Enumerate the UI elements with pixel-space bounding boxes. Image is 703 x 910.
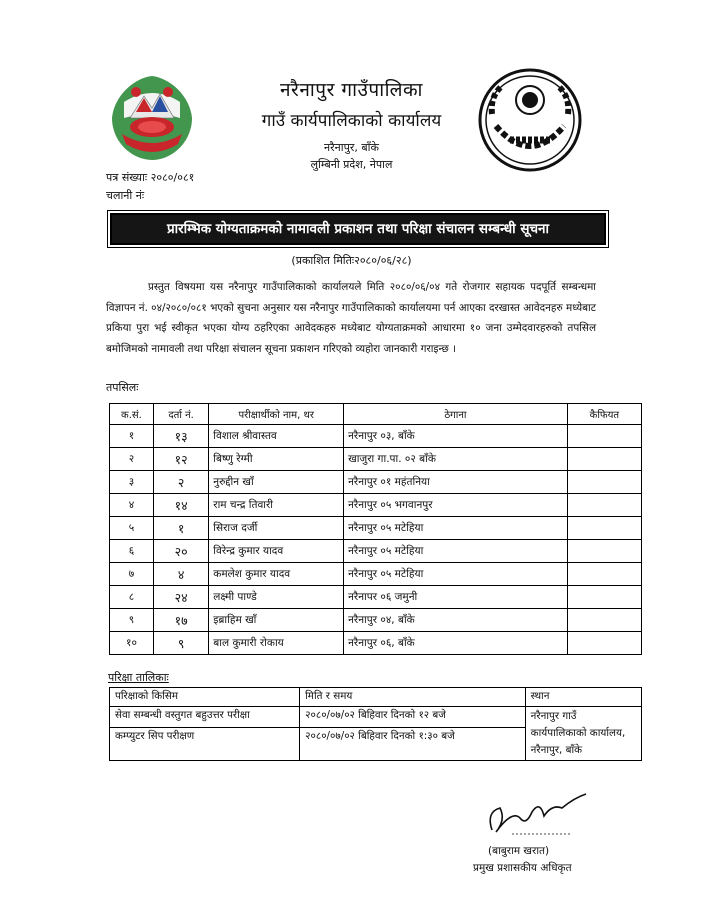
table-cell: २०८०/०७/०२ बिहिवार दिनको १२ बजे [300,707,526,728]
table-cell: नुरुद्दीन खाँ [209,471,344,494]
details-label: तपसिलः [106,381,139,394]
table-cell: ९ [153,632,208,655]
table-cell [567,632,641,655]
signature-scribble [482,790,592,842]
table-cell: १ [110,425,154,448]
table-cell: २ [153,471,208,494]
table-cell: नरैनापुर ०५ मटेहिया [344,563,568,586]
table-cell: नरैनापुर ०५ मटेहिया [344,517,568,540]
table-row [110,540,642,563]
table-row [110,494,642,517]
table-row [110,517,642,540]
table-cell: कम्प्युटर सिप परीक्षण [110,728,300,761]
table-cell: कार्यपालिकाको कार्यालय, नरैनापुर, बाँके [530,727,626,756]
column-header: क.सं. [110,404,154,425]
candidate-table [109,403,642,655]
table-cell [567,609,641,632]
table-row [110,563,642,586]
table-cell [567,471,641,494]
table-cell: १७ [153,609,208,632]
table-cell: १३ [153,425,208,448]
table-cell: ८ [110,586,154,609]
table-row [110,609,642,632]
table-cell: १ [153,517,208,540]
table-cell: १४ [153,494,208,517]
table-cell: विरेन्द्र कुमार यादव [209,540,344,563]
column-header: कैफियत [567,404,641,425]
signatory-designation: प्रमुख प्रशासकीय अधिकृत [473,862,572,874]
table-cell [567,517,641,540]
table-cell: ३ [110,471,154,494]
table-row [110,448,642,471]
table-row [110,471,642,494]
table-cell: बिष्णु रेग्मी [209,448,344,471]
table-cell [567,425,641,448]
column-header: स्थान [525,688,641,707]
table-cell: ९ [110,609,154,632]
column-header: ठेगाना [344,404,568,425]
office-subtitle: गाउँ कार्यपालिकाको कार्यालय [261,111,442,131]
table-cell: २४ [153,586,208,609]
table-cell: सेवा सम्बन्धी वस्तुगत बहुउत्तर परीक्षा [110,707,300,728]
table-cell: ७ [110,563,154,586]
column-header: मिति र समय [300,688,526,707]
table-cell [567,448,641,471]
column-header: परिक्षाको किसिम [110,688,300,707]
table-cell [567,586,641,609]
table-cell: सिराज दर्जी [209,517,344,540]
table-header-row [110,404,642,425]
column-header: दर्ता नं. [153,404,208,425]
table-row [110,632,642,655]
table-cell: ४ [110,494,154,517]
table-cell: नरैनापुर ०१ महंतनिया [344,471,568,494]
dispatch-number: चलानी नंः [106,189,145,202]
table-cell: लक्ष्मी पाण्डे [209,586,344,609]
table-cell: ४ [153,563,208,586]
office-title: नरैनापुर गाउँपालिका [280,79,423,101]
table-cell: २०८०/०७/०२ बिहिवार दिनको १:३० बजे [300,728,526,761]
exam-venue [525,707,641,761]
table-cell: इब्राहिम खाँ [209,609,344,632]
table-cell: ६ [110,540,154,563]
table-row [110,425,642,448]
exam-schedule-heading: परिक्षा तालिकाः [108,671,169,684]
table-cell [567,563,641,586]
table-cell [567,540,641,563]
notice-body: प्रस्तुत विषयमा यस नरैनापुर गाउँपालिकाको कार्यालयले मिति २०८०/०६/०४ गते रोजगार सहायक पदपूर्ति सम्बन्धमा विज्ञापन नं. ०४/२०८०/०८१ भएको सुचना अनुसार यस नरैनापुर गाउँपालिकाको कार्यालयमा पर्न आएका दरखास्त आवेदनहरु मध्येबाट प्रकिया पुरा भई स्वीकृत भएका योग्य ठहरिएका आवेदकहरु मध्येबाट योग्यताक्रमको आधारमा १० जना उम्मेदवारहरुको तपसिल बमोजिमको नामावली तथा परिक्षा संचालन सूचना प्रकाशन गरिएको व्यहोरा जानकारी गराइन्छ । [106,281,596,355]
table-cell: नरैनापुर गाउँ [530,710,577,722]
table-cell: कमलेश कुमार यादव [209,563,344,586]
office-place: नरैनापुर, बाँके [324,141,379,154]
signatory-name: (बाबुराम खरात) [488,845,550,857]
table-cell: नरैनापुर ०५ भगवानपुर [344,494,568,517]
table-cell: राम चन्द्र तिवारी [209,494,344,517]
table-row [110,586,642,609]
table-cell: खाजुरा गा.पा. ०२ बाँके [344,448,568,471]
table-cell [567,494,641,517]
exam-schedule-table [109,687,642,761]
table-cell: विशाल श्रीवास्तव [209,425,344,448]
table-cell: २० [153,540,208,563]
table-cell: नरैनापर ०६ जमुनी [344,586,568,609]
table-cell: १२ [153,448,208,471]
column-header: परीक्षार्थीको नाम, थर [209,404,344,425]
notice-title: प्रारम्भिक योग्यताक्रमको नामावली प्रकाशन तथा परिक्षा संचालन सम्बन्धी सूचना [110,213,606,245]
table-cell: बाल कुमारी रोकाय [209,632,344,655]
office-province: लुम्बिनी प्रदेश, नेपाल [310,158,393,171]
reference-number: पत्र संख्याः २०८०/०८१ [106,171,195,184]
table-cell: नरैनापुर ०५ मटेहिया [344,540,568,563]
table-row [110,707,642,728]
table-cell: नरैनापुर ०६, बाँके [344,632,568,655]
table-cell: २ [110,448,154,471]
table-header-row [110,688,642,707]
published-date: (प्रकाशित मितिः२०८०/०६/२८) [291,254,412,267]
table-cell: १० [110,632,154,655]
table-cell: नरैनापुर ०३, बाँके [344,425,568,448]
table-cell: नरैनापुर ०४, बाँके [344,609,568,632]
table-cell: ५ [110,517,154,540]
